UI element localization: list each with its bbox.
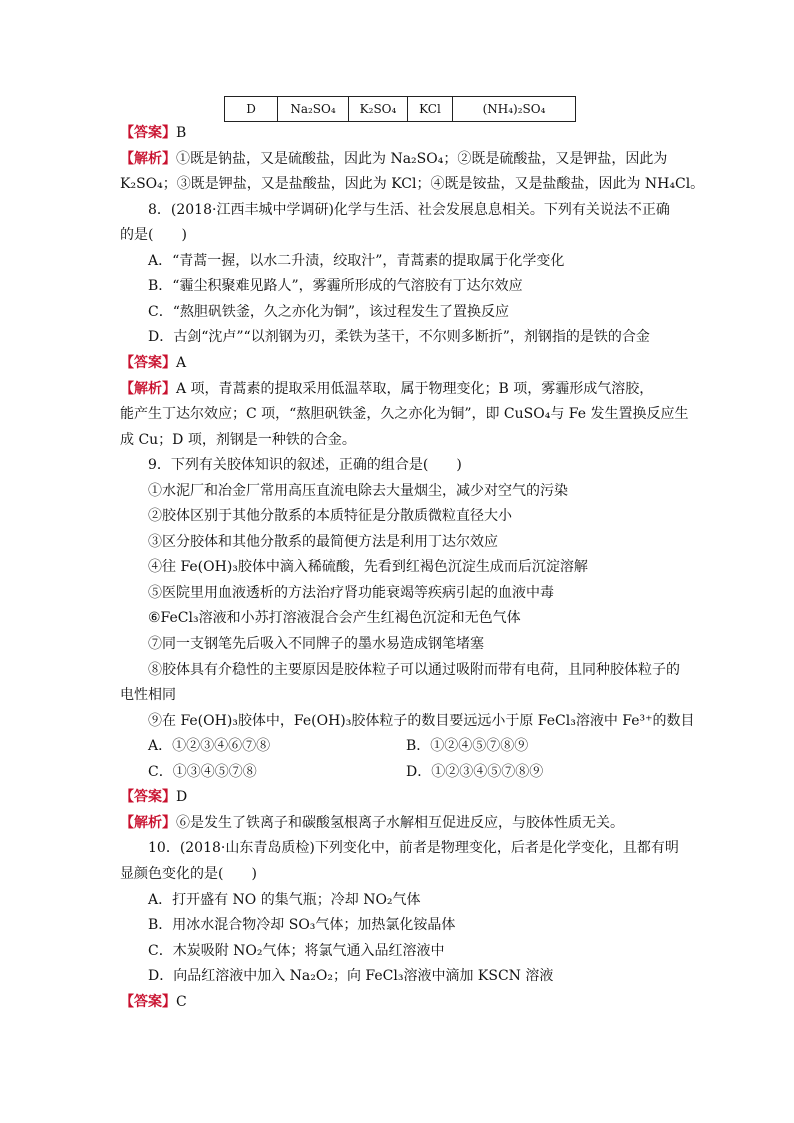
option-right: B．①②④⑤⑦⑧⑨ xyxy=(406,738,529,754)
answer-line xyxy=(120,123,186,143)
line-text: A 项，青蒿素的提取采用低温萃取，属于物理变化；B 项，雾霾形成气溶胶， xyxy=(176,381,654,397)
line-text: B xyxy=(176,125,187,141)
line-text: ⑥是发生了铁离子和碳酸氢根离子水解相互促进反应，与胶体性质无关。 xyxy=(176,815,624,831)
table-cell: K₂SO₄ xyxy=(349,97,408,122)
analysis-line xyxy=(120,149,667,169)
question-line: D．向品红溶液中加入 Na₂O₂；向 FeCl₃溶液中滴加 KSCN 溶液 xyxy=(148,968,554,984)
table-cell: (NH₄)₂SO₄ xyxy=(453,97,576,122)
answer-line xyxy=(120,992,187,1012)
question-line: C．木炭吸附 NO₂气体；将氯气通入品红溶液中 xyxy=(148,943,445,959)
option-right: D．①②③④⑤⑦⑧⑨ xyxy=(406,764,544,780)
question-line: ②胶体区别于其他分散系的本质特征是分散质微粒直径大小 xyxy=(148,508,512,524)
question-line: B．“霾尘积聚难见路人”，雾霾所形成的气溶胶有丁达尔效应 xyxy=(148,278,523,294)
question-line: ⑨在 Fe(OH)₃胶体中，Fe(OH)₃胶体粒子的数目要远远小于原 FeCl₃溶液中 Fe³⁺的数目 xyxy=(148,713,695,729)
text-line: 能产生丁达尔效应；C 项，“熬胆矾铁釜，久之亦化为铜”，即 CuSO₄与 Fe 发生置换反应生 xyxy=(120,406,689,422)
line-text: A xyxy=(176,355,187,371)
analysis-tag: 【解析】 xyxy=(120,815,176,831)
question-line: ①水泥厂和冶金厂常用高压直流电除去大量烟尘，减少对空气的污染 xyxy=(148,483,568,499)
answer-line xyxy=(120,787,187,807)
question-line: A．“青蒿一握，以水二升渍，绞取汁”，青蒿素的提取属于化学变化 xyxy=(148,253,565,269)
text-line: 成 Cu；D 项，剂钢是一种铁的合金。 xyxy=(120,432,356,448)
question-line: 8．(2018·江西丰城中学调研)化学与生活、社会发展息息相关。下列有关说法不正确 xyxy=(148,202,670,218)
option-left: C．①③④⑤⑦⑧ xyxy=(148,764,257,780)
analysis-tag: 【解析】 xyxy=(120,381,176,397)
question-line: 10．(2018·山东青岛质检)下列变化中，前者是物理变化，后者是化学变化，且都有明 xyxy=(148,840,679,856)
options-table-row xyxy=(224,96,576,122)
analysis-tag: 【解析】 xyxy=(120,151,176,167)
question-line: ⑥FeCl₃溶液和小苏打溶液混合会产生红褐色沉淀和无色气体 xyxy=(148,610,521,626)
text-line: K₂SO₄；③既是钾盐，又是盐酸盐，因此为 KCl；④既是铵盐，又是盐酸盐，因此为 NH₄Cl。 xyxy=(120,176,705,192)
answer-tag: 【答案】 xyxy=(120,125,176,141)
answer-tag: 【答案】 xyxy=(120,994,176,1010)
line-text: C xyxy=(176,994,187,1010)
table-cell-label: D xyxy=(225,97,278,122)
question-line: ⑤医院里用血液透析的方法治疗肾功能衰竭等疾病引起的血液中毒 xyxy=(148,585,554,601)
line-text: D xyxy=(176,789,188,805)
text-line: 电性相同 xyxy=(120,687,176,703)
line-text: ①既是钠盐，又是硫酸盐，因此为 Na₂SO₄；②既是硫酸盐，又是钾盐，因此为 xyxy=(176,151,668,167)
answer-tag: 【答案】 xyxy=(120,789,176,805)
answer-line xyxy=(120,353,186,373)
option-left: A．①②③④⑥⑦⑧ xyxy=(148,738,271,754)
question-line: C．“熬胆矾铁釜，久之亦化为铜”，该过程发生了置换反应 xyxy=(148,304,510,320)
answer-tag: 【答案】 xyxy=(120,355,176,371)
text-line: 显颜色变化的是( ) xyxy=(120,866,257,882)
text-line: 的是( ) xyxy=(120,227,187,243)
question-line: B．用冰水混合物冷却 SO₃气体；加热氯化铵晶体 xyxy=(148,917,456,933)
table-row xyxy=(225,97,576,122)
question-line: ⑧胶体具有介稳性的主要原因是胶体粒子可以通过吸附而带有电荷，且同种胶体粒子的 xyxy=(148,662,680,678)
question-line: A．打开盛有 NO 的集气瓶；冷却 NO₂气体 xyxy=(148,892,421,908)
table-cell: KCl xyxy=(408,97,453,122)
analysis-line xyxy=(120,379,653,399)
question-line: ③区分胶体和其他分散系的最简便方法是利用丁达尔效应 xyxy=(148,534,498,550)
table-cell: Na₂SO₄ xyxy=(278,97,349,122)
analysis-line xyxy=(120,813,624,833)
question-line: ④往 Fe(OH)₃胶体中滴入稀硫酸，先看到红褐色沉淀生成而后沉淀溶解 xyxy=(148,559,588,575)
question-line: ⑦同一支钢笔先后吸入不同牌子的墨水易造成钢笔堵塞 xyxy=(148,636,484,652)
question-line: D．古剑“沈卢”“以剂钢为刃，柔铁为茎干，不尔则多断折”，剂钢指的是铁的合金 xyxy=(148,329,650,345)
question-line: 9．下列有关胶体知识的叙述，正确的组合是( ) xyxy=(148,457,462,473)
